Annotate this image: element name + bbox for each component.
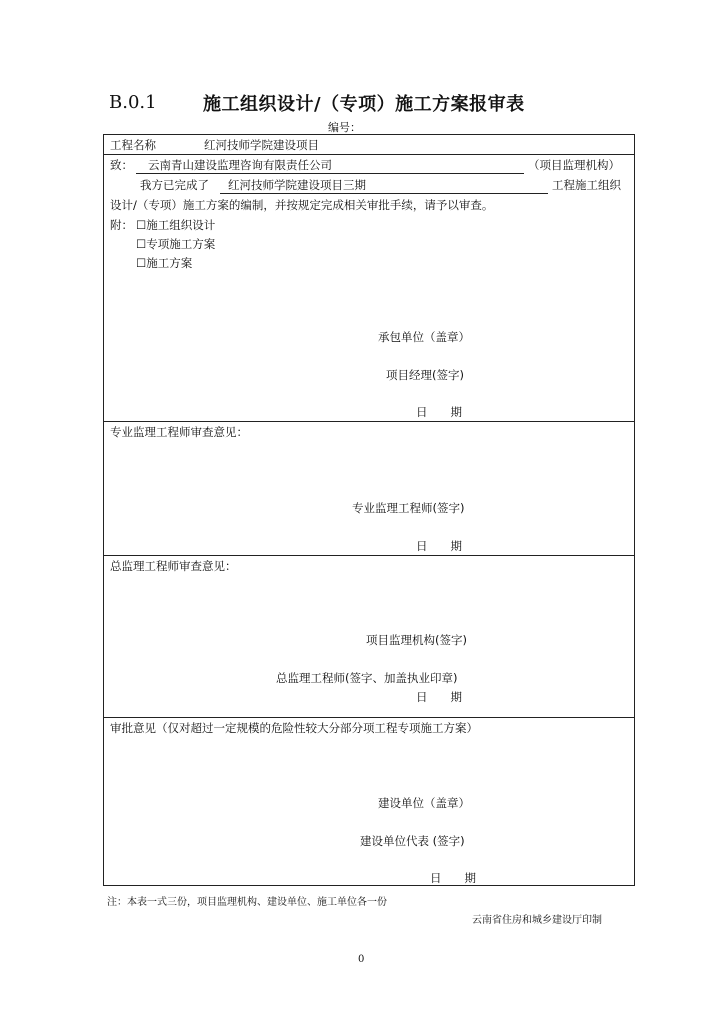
attachments-label: 附： — [110, 218, 133, 232]
attachment-checkbox[interactable]: ☐施工组织设计 — [136, 218, 216, 232]
section-divider — [104, 421, 634, 422]
chief-review-heading: 总监理工程师审查意见： — [110, 559, 237, 573]
date-label: 日 期 — [416, 405, 462, 419]
form-title: 施工组织设计/（专项）施工方案报审表 — [203, 94, 525, 115]
form-table — [103, 134, 635, 886]
project-name-label: 工程名称 — [110, 138, 156, 152]
project-manager-sign-label: 项目经理(签字) — [386, 368, 464, 382]
supervision-org-sign-label: 项目监理机构(签字) — [366, 633, 467, 647]
to-suffix: （项目监理机构） — [528, 158, 620, 172]
form-code: B.0.1 — [109, 92, 157, 113]
to-underline — [136, 173, 524, 174]
chief-engineer-sign-label: 总监理工程师(签字、加盖执业印章) — [276, 671, 458, 685]
date-label: 日 期 — [416, 539, 462, 553]
attachment-checkbox[interactable]: ☐施工方案 — [136, 256, 193, 270]
completed-underline — [220, 193, 548, 194]
specialist-engineer-sign-label: 专业监理工程师(签字) — [352, 501, 465, 515]
section-divider — [104, 717, 634, 718]
completion-statement: 设计/（专项）施工方案的编制，并按规定完成相关审批手续，请予以审查。 — [110, 198, 494, 212]
project-name-value[interactable]: 红河技师学院建设项目 — [204, 138, 319, 152]
approval-heading: 审批意见（仅对超过一定规模的危险性较大分部分项工程专项施工方案） — [110, 721, 478, 735]
date-label: 日 期 — [416, 690, 462, 704]
owner-seal-label: 建设单位（盖章） — [378, 796, 470, 810]
attachment-checkbox[interactable]: ☐专项施工方案 — [136, 237, 216, 251]
footer-note: 注：本表一式三份，项目监理机构、建设单位、施工单位各一份 — [107, 897, 387, 908]
row-divider — [104, 154, 634, 155]
completed-suffix: 工程施工组织 — [552, 178, 621, 192]
printer-label: 云南省住房和城乡建设厅印制 — [472, 915, 602, 926]
specialist-review-heading: 专业监理工程师审查意见： — [110, 425, 248, 439]
serial-number-label: 编号： — [328, 121, 361, 134]
section-divider — [104, 555, 634, 556]
to-label: 致： — [110, 158, 133, 172]
contractor-seal-label: 承包单位（盖章） — [378, 330, 470, 344]
owner-rep-sign-label: 建设单位代表 (签字) — [360, 834, 465, 848]
page-number: 0 — [358, 954, 365, 965]
to-value[interactable]: 云南青山建设监理咨询有限责任公司 — [148, 158, 332, 172]
completed-project-value[interactable]: 红河技师学院建设项目三期 — [228, 178, 366, 192]
completed-prefix: 我方已完成了 — [140, 178, 209, 192]
date-label: 日 期 — [430, 871, 476, 885]
